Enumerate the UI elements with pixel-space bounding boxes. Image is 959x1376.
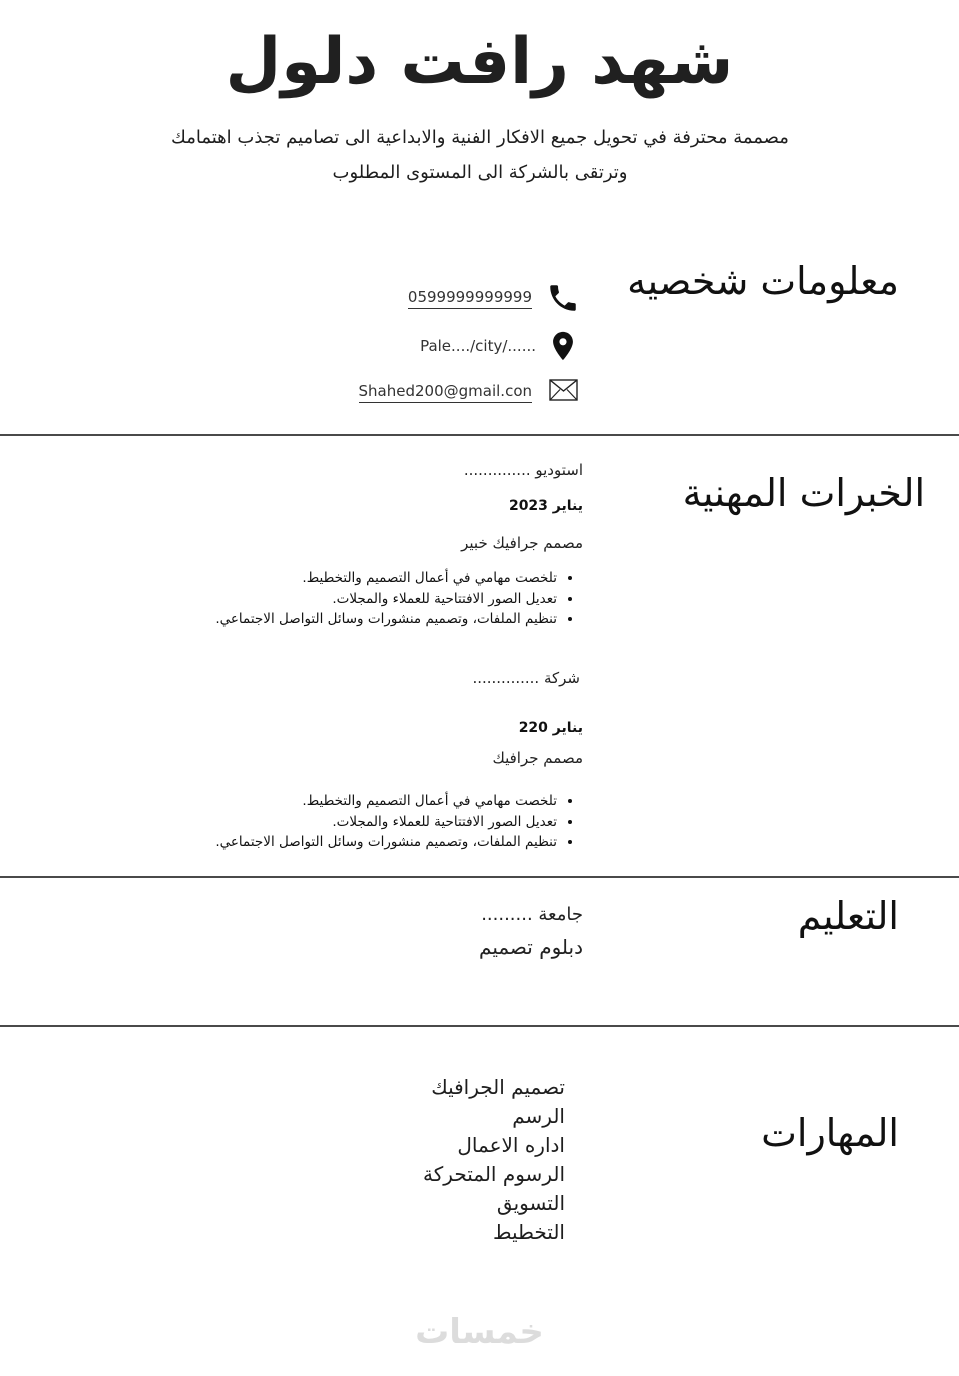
phone-icon bbox=[546, 281, 580, 315]
section-divider bbox=[0, 434, 959, 436]
summary-line-1: مصممة محترفة في تحويل جميع الافكار الفنية والابداعية الى تصاميم تجذب اهتمامك bbox=[171, 127, 789, 148]
education-title: التعليم bbox=[797, 894, 899, 938]
job-duties-list bbox=[215, 568, 585, 630]
education-degree: دبلوم تصميم bbox=[479, 935, 583, 959]
list-item: • تنظيم الملفات، وتصميم منشورات وسائل التواصل الاجتماعي. bbox=[215, 832, 557, 853]
list-item: • تلخصت مهامي في أعمال التصميم والتخطيط. bbox=[215, 568, 557, 589]
job-role: مصمم جرافيك bbox=[492, 749, 583, 767]
job-company: استوديو .............. bbox=[463, 461, 583, 479]
job-date: يناير 220 bbox=[518, 720, 583, 736]
address: Pale..../city/...... bbox=[420, 337, 536, 355]
job-company: شركة .............. bbox=[472, 669, 580, 687]
skill-item: الرسوم المتحركة bbox=[423, 1162, 565, 1186]
job-date: يناير 2023 bbox=[508, 498, 583, 514]
resume-name: شهد رافت دلول bbox=[225, 25, 734, 99]
skill-item: الرسم bbox=[512, 1104, 565, 1128]
skill-item: التخطيط bbox=[492, 1220, 565, 1244]
job-role: مصمم جرافيك خبير bbox=[461, 534, 583, 552]
list-item: • تنظيم الملفات، وتصميم منشورات وسائل التواصل الاجتماعي. bbox=[215, 609, 557, 630]
email-address[interactable] bbox=[359, 381, 532, 401]
skill-item: اداره الاعمال bbox=[457, 1133, 565, 1157]
envelope-icon bbox=[549, 379, 578, 401]
experience-title: الخبرات المهنية bbox=[682, 471, 925, 515]
map-pin-icon bbox=[546, 329, 580, 363]
watermark-logo: خمسات bbox=[415, 1312, 544, 1352]
skill-item: تصميم الجرافيك bbox=[431, 1075, 565, 1099]
education-university: جامعة ......... bbox=[481, 904, 583, 925]
resume-summary bbox=[130, 120, 830, 190]
list-item: • تعديل الصور الافتتاحية للعملاء والمجلات. bbox=[215, 589, 557, 610]
phone-number[interactable] bbox=[408, 287, 532, 307]
list-item: • تلخصت مهامي في أعمال التصميم والتخطيط. bbox=[215, 791, 557, 812]
job-duties-list bbox=[215, 791, 585, 853]
email-address-text: Shahed200@gmail.con bbox=[359, 382, 532, 403]
personal-info-title: معلومات شخصيه bbox=[627, 259, 899, 303]
skills-title: المهارات bbox=[761, 1111, 899, 1155]
summary-line-2: وترتقى بالشركة الى المستوى المطلوب bbox=[332, 162, 628, 183]
section-divider bbox=[0, 876, 959, 878]
list-item: • تعديل الصور الافتتاحية للعملاء والمجلات. bbox=[215, 812, 557, 833]
phone-number-text: 0599999999999 bbox=[408, 288, 532, 309]
section-divider bbox=[0, 1025, 959, 1027]
skills-list bbox=[423, 1073, 565, 1247]
skill-item: التسويق bbox=[496, 1191, 565, 1215]
